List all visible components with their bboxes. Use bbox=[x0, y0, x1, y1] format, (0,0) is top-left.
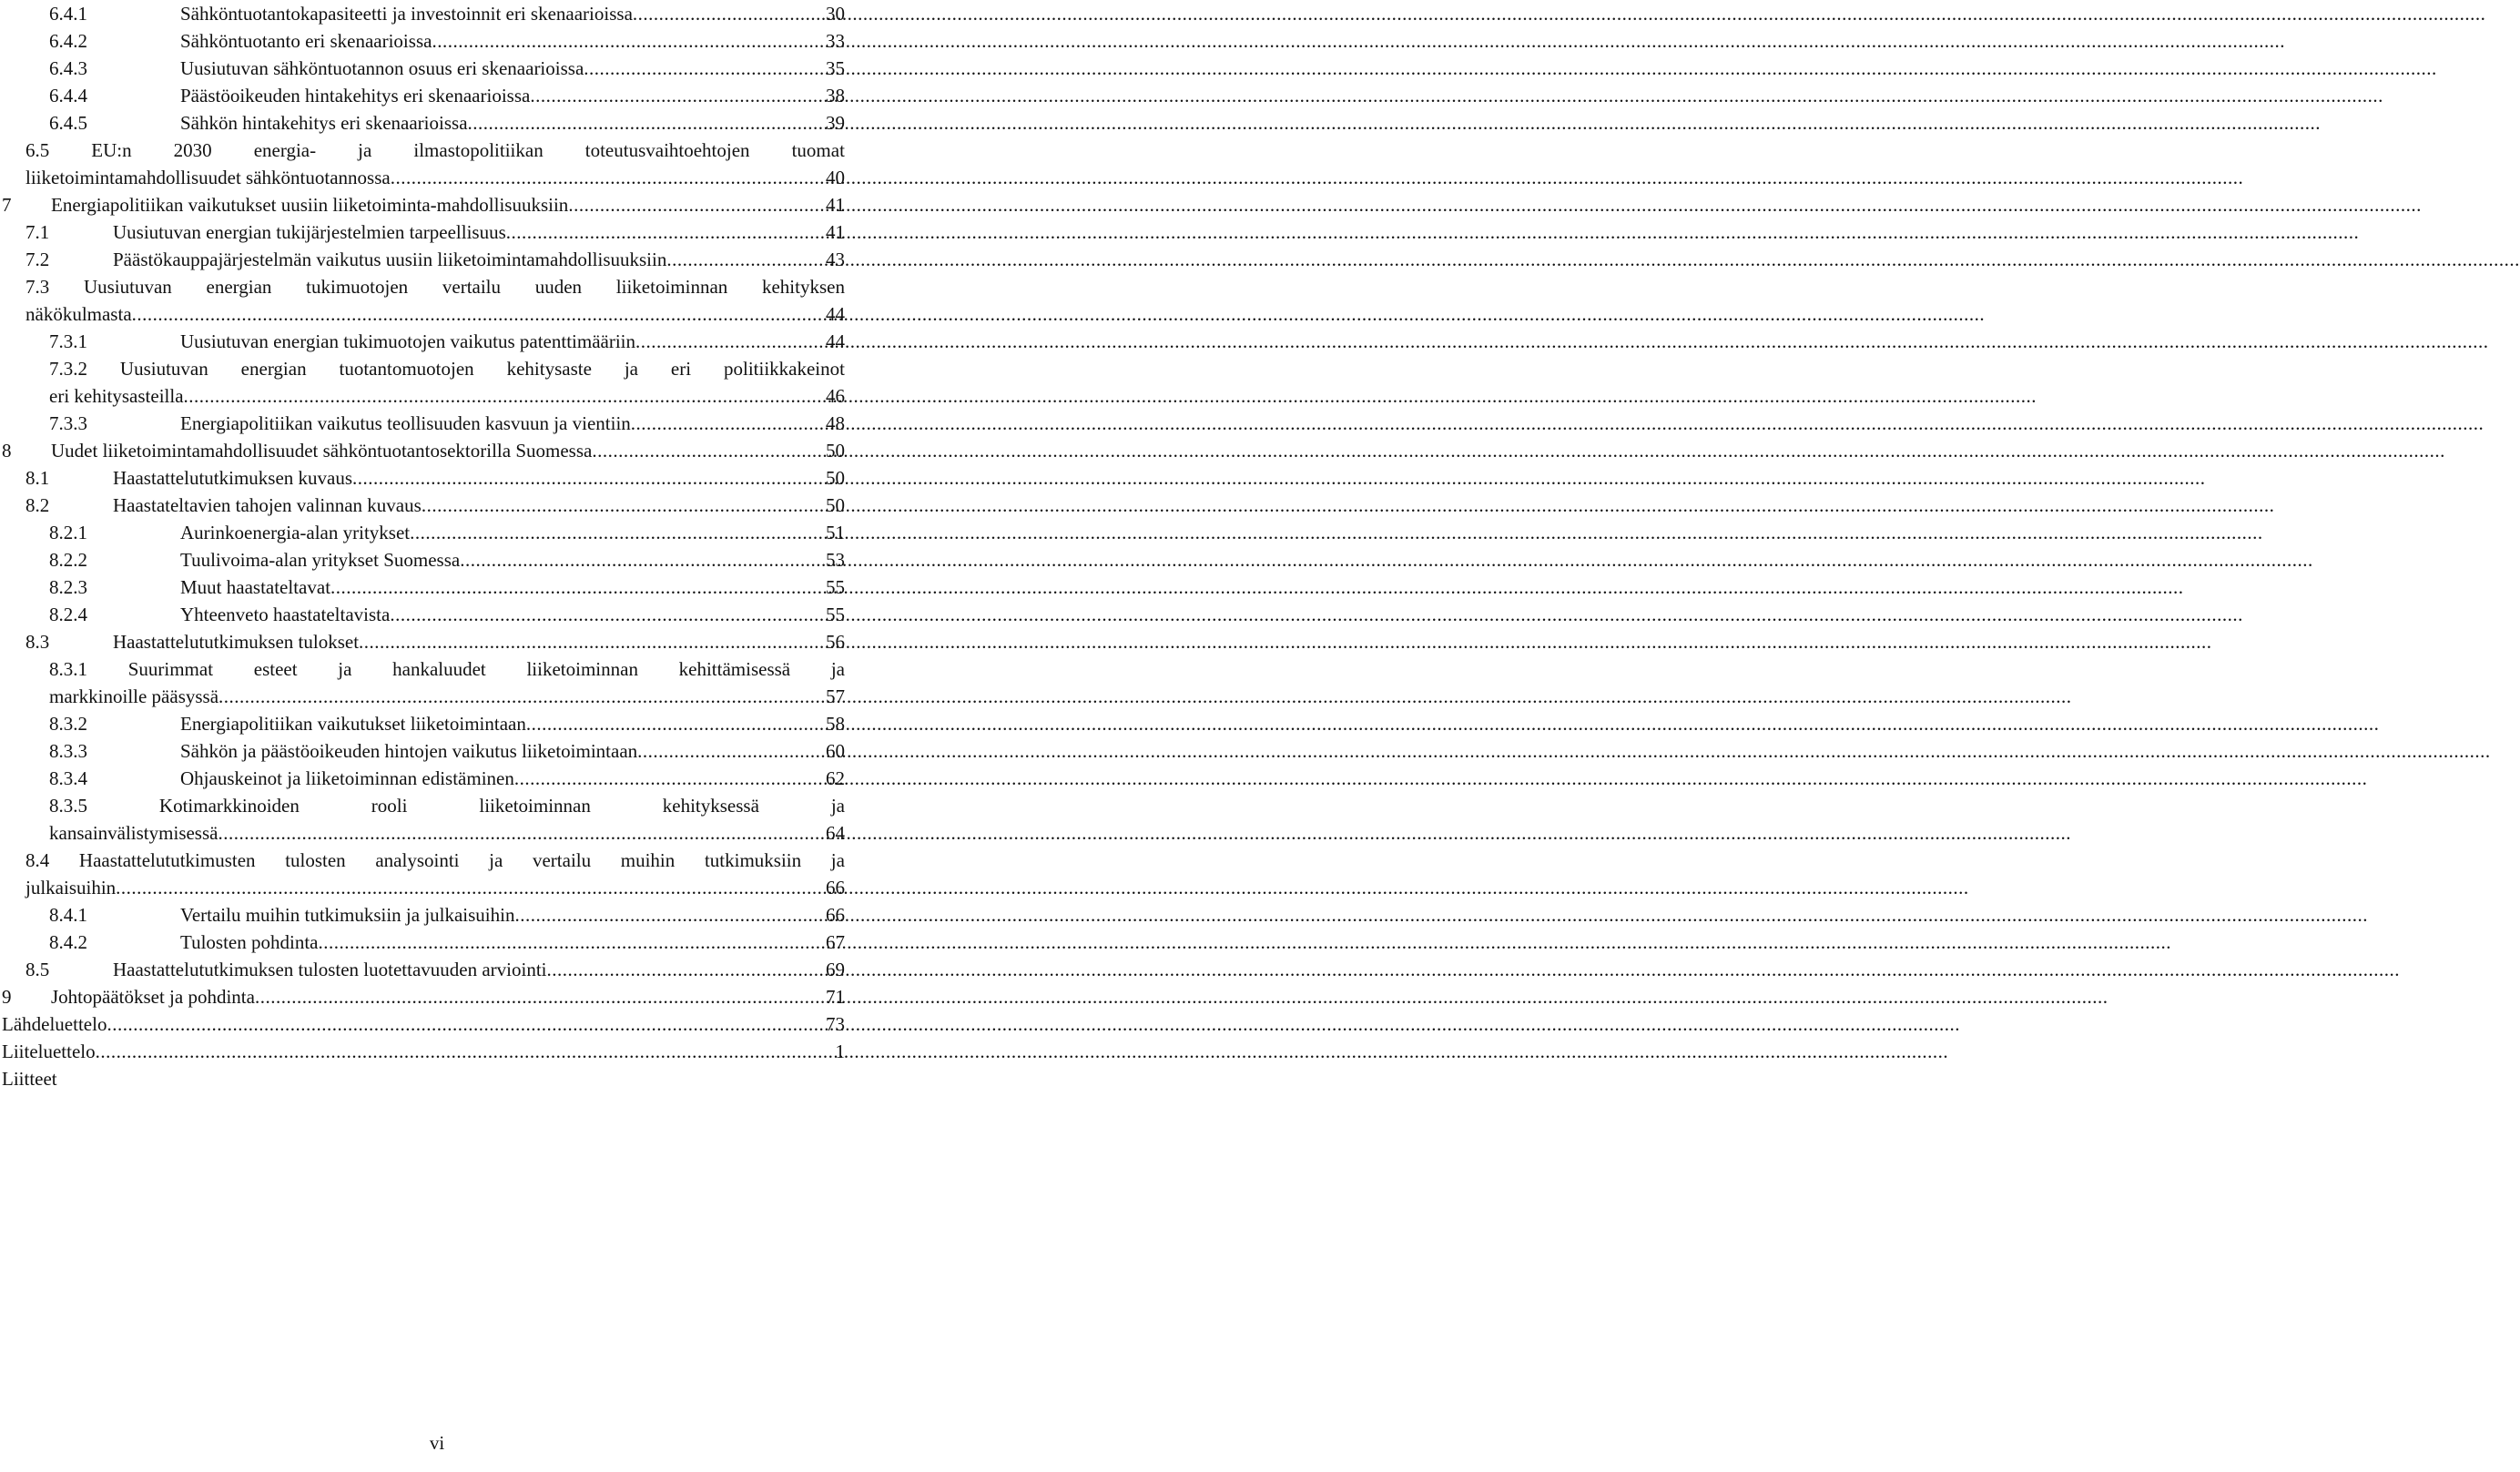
toc-entry-page: 43 bbox=[826, 249, 845, 270]
toc-entry-first-line bbox=[49, 655, 845, 683]
toc-entry-title-word: Uusiutuvan bbox=[119, 358, 208, 380]
dot-leader bbox=[633, 0, 825, 27]
toc-entry-page: 1 bbox=[835, 1041, 845, 1062]
toc-entry-title: Muut haastateltavat bbox=[180, 576, 331, 598]
toc-entry-page: 35 bbox=[826, 57, 845, 79]
toc-entry-title-word: liiketoiminnan bbox=[479, 795, 591, 817]
dot-leader bbox=[255, 983, 825, 1010]
toc-entry-first-line bbox=[49, 792, 845, 819]
toc-entry-number: 8.3.5 bbox=[49, 795, 87, 817]
toc-entry-title: Uusiutuvan energian tukijärjestelmien tarpeellisuus bbox=[113, 221, 506, 243]
toc-entry-page: 66 bbox=[826, 877, 845, 898]
toc-entry-title-word: kehityksessä bbox=[662, 795, 759, 817]
toc-entry-title: näkökulmasta bbox=[25, 303, 132, 325]
toc-entry-page: 60 bbox=[826, 740, 845, 762]
dot-leader bbox=[506, 218, 825, 246]
toc-entry[interactable] bbox=[2, 410, 845, 437]
toc-entry-page: 62 bbox=[826, 767, 845, 789]
toc-entry[interactable] bbox=[2, 1010, 845, 1038]
toc-entry-page: 46 bbox=[826, 385, 845, 407]
toc-entry[interactable] bbox=[2, 901, 845, 929]
toc-entry-page: 33 bbox=[826, 30, 845, 52]
toc-entry[interactable] bbox=[2, 737, 845, 765]
dot-leader bbox=[592, 437, 825, 464]
toc-entry[interactable] bbox=[2, 929, 845, 956]
toc-entry-page: 69 bbox=[826, 959, 845, 980]
dot-leader bbox=[96, 1038, 835, 1065]
toc-entry-page: 73 bbox=[826, 1013, 845, 1035]
dot-leader bbox=[352, 464, 825, 492]
toc-entry-title-word: ja bbox=[830, 658, 845, 680]
toc-entry-title-word: esteet bbox=[253, 658, 298, 680]
toc-entry-title-word: hankaluudet bbox=[392, 658, 486, 680]
dot-leader bbox=[514, 765, 825, 792]
toc-entry[interactable] bbox=[2, 601, 845, 628]
toc-entry-title: Uusiutuvan sähköntuotannon osuus eri skenaarioissa bbox=[180, 57, 584, 79]
toc-entry[interactable] bbox=[2, 27, 845, 55]
dot-leader bbox=[319, 929, 826, 956]
dot-leader bbox=[132, 300, 825, 328]
toc-entry-page: 40 bbox=[826, 167, 845, 188]
toc-entry-number: 6.4.4 bbox=[49, 85, 87, 107]
dot-leader bbox=[666, 246, 825, 273]
toc-entry-number: 7.2 bbox=[25, 249, 50, 270]
dot-leader bbox=[530, 82, 825, 109]
toc-entry-first-line bbox=[49, 355, 845, 382]
toc-entry-number: 8.2.2 bbox=[49, 549, 87, 571]
toc-entry-page: 55 bbox=[826, 576, 845, 598]
toc-entry-number: 8.4.2 bbox=[49, 931, 87, 953]
toc-entry-title: Liiteluettelo bbox=[2, 1041, 96, 1062]
toc-entry-title: Päästökauppajärjestelmän vaikutus uusiin liiketoimintamahdollisuuksiin bbox=[113, 249, 667, 270]
toc-entry-page: 50 bbox=[826, 440, 845, 462]
toc-entry[interactable] bbox=[2, 655, 845, 710]
toc-entry-title: Sähkön hintakehitys eri skenaarioissa bbox=[180, 112, 468, 134]
toc-entry-number: 7.3 bbox=[25, 276, 50, 298]
toc-entry-page: 57 bbox=[826, 685, 845, 707]
toc-entry-first-line bbox=[25, 137, 845, 164]
toc-entry-number: 6.4.1 bbox=[49, 3, 87, 25]
toc-entry[interactable] bbox=[2, 492, 845, 519]
toc-entry-number: 7.3.3 bbox=[49, 412, 87, 434]
dot-leader bbox=[468, 109, 825, 137]
toc-entry-number: 6.4.5 bbox=[49, 112, 87, 134]
toc-entry-page: 38 bbox=[826, 85, 845, 107]
toc-entry[interactable] bbox=[2, 710, 845, 737]
toc-entry-number: 6.4.2 bbox=[49, 30, 87, 52]
toc-entry-title: Sähkön ja päästöoikeuden hintojen vaikutus liiketoimintaan bbox=[180, 740, 638, 762]
dot-leader bbox=[359, 628, 825, 655]
toc-entry-title: Liitteet bbox=[2, 1068, 57, 1090]
toc-entry-title-word: kehityksen bbox=[761, 276, 845, 298]
toc-entry-title: Sähköntuotantokapasiteetti ja investoinnit eri skenaarioissa bbox=[180, 3, 633, 25]
toc-entry-number: 8.3.2 bbox=[49, 713, 87, 735]
toc-entry-number: 8.4 bbox=[25, 849, 50, 871]
dot-leader bbox=[107, 1010, 825, 1038]
toc-entry[interactable] bbox=[2, 546, 845, 574]
toc-entry[interactable] bbox=[2, 574, 845, 601]
toc-entry-title: Uusiutuvan energian tukimuotojen vaikutus patenttimääriin bbox=[180, 330, 636, 352]
toc-entry[interactable] bbox=[2, 983, 845, 1010]
toc-entry[interactable] bbox=[2, 191, 845, 218]
toc-entry-first-line bbox=[25, 273, 845, 300]
toc-entry-title: Haastateltavien tahojen valinnan kuvaus bbox=[113, 494, 422, 516]
toc-entry-title: Tulosten pohdinta bbox=[180, 931, 319, 953]
toc-entry-title-word: ja bbox=[624, 358, 638, 380]
toc-entry-number: 9 bbox=[2, 986, 12, 1008]
toc-entry-title: Johtopäätökset ja pohdinta bbox=[51, 986, 255, 1008]
toc-entry-number: 8.5 bbox=[25, 959, 50, 980]
toc-entry-page: 53 bbox=[826, 549, 845, 571]
dot-leader bbox=[218, 819, 825, 847]
dot-leader bbox=[432, 27, 825, 55]
toc-entry-title: Yhteenveto haastateltavista bbox=[180, 604, 391, 625]
toc-entry-title-word: ja bbox=[489, 849, 503, 871]
toc-entry[interactable] bbox=[2, 956, 845, 983]
toc-entry-title: Sähköntuotanto eri skenaarioissa bbox=[180, 30, 432, 52]
toc-entry-title-word: kehitysaste bbox=[506, 358, 592, 380]
dot-leader bbox=[568, 191, 825, 218]
toc-entry-page: 51 bbox=[826, 522, 845, 543]
toc-entry-page: 50 bbox=[826, 494, 845, 516]
toc-entry[interactable] bbox=[2, 628, 845, 655]
toc-entry-number: 7.1 bbox=[25, 221, 50, 243]
toc-entry-page: 44 bbox=[826, 303, 845, 325]
toc-entry-number: 8.1 bbox=[25, 467, 50, 489]
toc-entry-title-word: tutkimuksiin bbox=[704, 849, 802, 871]
toc-entry-title: Energiapolitiikan vaikutus teollisuuden kasvuun ja vientiin bbox=[180, 412, 631, 434]
toc-entry-number: 8.3.3 bbox=[49, 740, 87, 762]
dot-leader bbox=[330, 574, 825, 601]
dot-leader bbox=[547, 956, 826, 983]
table-of-contents bbox=[2, 0, 845, 1092]
dot-leader bbox=[184, 382, 825, 410]
toc-entry-title: Aurinkoenergia-alan yritykset bbox=[180, 522, 411, 543]
dot-leader bbox=[584, 55, 825, 82]
toc-entry-page: 41 bbox=[826, 221, 845, 243]
toc-entry-page: 64 bbox=[826, 822, 845, 844]
toc-entry[interactable] bbox=[2, 0, 845, 27]
toc-entry-title: Energiapolitiikan vaikutukset uusiin liiketoiminta-mahdollisuuksiin bbox=[51, 194, 569, 216]
dot-leader bbox=[526, 710, 825, 737]
toc-entry-title-word: uuden bbox=[534, 276, 583, 298]
toc-entry-number: 8.3 bbox=[25, 631, 50, 653]
toc-entry-number: 8.2 bbox=[25, 494, 50, 516]
toc-entry-title-word: energian bbox=[206, 276, 272, 298]
toc-entry-number: 8.2.1 bbox=[49, 522, 87, 543]
toc-entry-title: Haastattelututkimuksen tulokset bbox=[113, 631, 360, 653]
toc-entry[interactable] bbox=[2, 792, 845, 847]
toc-entry-number: 8.3.1 bbox=[49, 658, 87, 680]
toc-entry[interactable] bbox=[2, 55, 845, 82]
toc-entry-number: 8.4.1 bbox=[49, 904, 87, 926]
dot-leader bbox=[391, 164, 825, 191]
toc-entry-number: 7 bbox=[2, 194, 12, 216]
toc-entry[interactable] bbox=[2, 137, 845, 191]
toc-entry-title: Ohjauskeinot ja liiketoiminnan edistäminen bbox=[180, 767, 514, 789]
toc-entry-page: 71 bbox=[826, 986, 845, 1008]
toc-entry[interactable] bbox=[2, 437, 845, 464]
toc-entry-title-word: muihin bbox=[620, 849, 676, 871]
toc-entry-title-word: Haastattelututkimusten bbox=[78, 849, 256, 871]
toc-entry-number: 8.2.3 bbox=[49, 576, 87, 598]
dot-leader bbox=[637, 737, 825, 765]
toc-entry-page: 67 bbox=[826, 931, 845, 953]
toc-entry-page: 41 bbox=[826, 194, 845, 216]
toc-entry-number: 8 bbox=[2, 440, 12, 462]
toc-entry-page: 44 bbox=[826, 330, 845, 352]
dot-leader bbox=[410, 519, 825, 546]
dot-leader bbox=[116, 874, 825, 901]
toc-entry-title: julkaisuihin bbox=[25, 877, 117, 898]
toc-entry[interactable] bbox=[2, 218, 845, 246]
toc-entry-title-word: ilmastopolitiikan bbox=[413, 139, 544, 161]
toc-entry-title: markkinoille pääsyssä bbox=[49, 685, 219, 707]
toc-entry[interactable] bbox=[2, 765, 845, 792]
toc-entry-title-word: liiketoiminnan bbox=[615, 276, 728, 298]
toc-entry-title-word: energia- bbox=[253, 139, 317, 161]
toc-entry-page: 30 bbox=[826, 3, 845, 25]
toc-entry-title: eri kehitysasteilla bbox=[49, 385, 184, 407]
toc-entry-number: 7.3.2 bbox=[49, 358, 87, 380]
toc-entry-title-word: ja bbox=[830, 795, 845, 817]
dot-leader bbox=[635, 328, 825, 355]
toc-entry-page: 48 bbox=[826, 412, 845, 434]
toc-entry-title: liiketoimintamahdollisuudet sähköntuotannossa bbox=[25, 167, 391, 188]
toc-entry-title: kansainvälistymisessä bbox=[49, 822, 218, 844]
toc-entry-title: Haastattelututkimuksen kuvaus bbox=[113, 467, 353, 489]
toc-entry[interactable] bbox=[2, 847, 845, 901]
toc-entry[interactable] bbox=[2, 109, 845, 137]
dot-leader bbox=[460, 546, 825, 574]
toc-entry-title-word: Kotimarkkinoiden bbox=[158, 795, 300, 817]
toc-entry[interactable] bbox=[2, 464, 845, 492]
page-number: vi bbox=[429, 1432, 445, 1454]
toc-entry-page: 50 bbox=[826, 467, 845, 489]
toc-entry-page: 56 bbox=[826, 631, 845, 653]
toc-entry-page: 66 bbox=[826, 904, 845, 926]
toc-entry-title: Haastattelututkimuksen tulosten luotettavuuden arviointi bbox=[113, 959, 547, 980]
toc-entry[interactable] bbox=[2, 328, 845, 355]
toc-entry-title-word: analysointi bbox=[375, 849, 460, 871]
dot-leader bbox=[390, 601, 825, 628]
toc-entry-number: 6.5 bbox=[25, 139, 50, 161]
dot-leader bbox=[218, 683, 825, 710]
toc-entry-title-word: vertailu bbox=[442, 276, 502, 298]
toc-entry-title-word: Uusiutuvan bbox=[83, 276, 172, 298]
toc-entry-title: Uudet liiketoimintamahdollisuudet sähköntuotantosektorilla Suomessa bbox=[51, 440, 593, 462]
toc-entry-number: 8.3.4 bbox=[49, 767, 87, 789]
toc-entry[interactable] bbox=[2, 519, 845, 546]
toc-entry-title-word: tuomat bbox=[791, 139, 845, 161]
toc-entry-number: 7.3.1 bbox=[49, 330, 87, 352]
toc-entry-title-word: rooli bbox=[371, 795, 408, 817]
toc-entry-title: Päästöoikeuden hintakehitys eri skenaarioissa bbox=[180, 85, 531, 107]
toc-entry[interactable] bbox=[2, 82, 845, 109]
toc-entry-title-word: liiketoiminnan bbox=[526, 658, 638, 680]
toc-entry-title-word: energian bbox=[240, 358, 307, 380]
toc-entry-title-word: tukimuotojen bbox=[306, 276, 409, 298]
toc-entry-title: Tuulivoima-alan yritykset Suomessa bbox=[180, 549, 461, 571]
toc-entry-title-word: tulosten bbox=[285, 849, 346, 871]
toc-entry-title: Lähdeluettelo bbox=[2, 1013, 107, 1035]
toc-entry-title-word: EU:n bbox=[91, 139, 132, 161]
toc-entry[interactable] bbox=[2, 355, 845, 410]
toc-entry-title-word: ja bbox=[358, 139, 372, 161]
toc-entry-title: Energiapolitiikan vaikutukset liiketoimintaan bbox=[180, 713, 526, 735]
toc-entry-title: Vertailu muihin tutkimuksiin ja julkaisuihin bbox=[180, 904, 515, 926]
toc-entry-number: 6.4.3 bbox=[49, 57, 87, 79]
toc-entry-page: 55 bbox=[826, 604, 845, 625]
toc-entry-page: 39 bbox=[826, 112, 845, 134]
toc-entry-title-word: ja bbox=[830, 849, 845, 871]
toc-entry-title-word: 2030 bbox=[173, 139, 212, 161]
toc-entry-title-word: toteutusvaihtoehtojen bbox=[584, 139, 750, 161]
toc-entry[interactable] bbox=[2, 1038, 845, 1065]
toc-entry[interactable] bbox=[2, 273, 845, 328]
toc-entry-title-word: Suurimmat bbox=[127, 658, 214, 680]
toc-entry-title-word: ja bbox=[338, 658, 352, 680]
toc-entry-first-line bbox=[25, 847, 845, 874]
toc-entry[interactable] bbox=[2, 1065, 845, 1092]
dot-leader bbox=[514, 901, 825, 929]
toc-entry-title-word: politiikkakeinot bbox=[723, 358, 845, 380]
dot-leader bbox=[422, 492, 825, 519]
toc-entry-title-word: kehittämisessä bbox=[678, 658, 791, 680]
toc-entry-number: 8.2.4 bbox=[49, 604, 87, 625]
toc-entry[interactable] bbox=[2, 246, 845, 273]
toc-entry-page: 58 bbox=[826, 713, 845, 735]
toc-entry-title-word: eri bbox=[670, 358, 692, 380]
toc-entry-title-word: tuotantomuotojen bbox=[339, 358, 474, 380]
dot-leader bbox=[631, 410, 825, 437]
toc-entry-title-word: vertailu bbox=[532, 849, 592, 871]
